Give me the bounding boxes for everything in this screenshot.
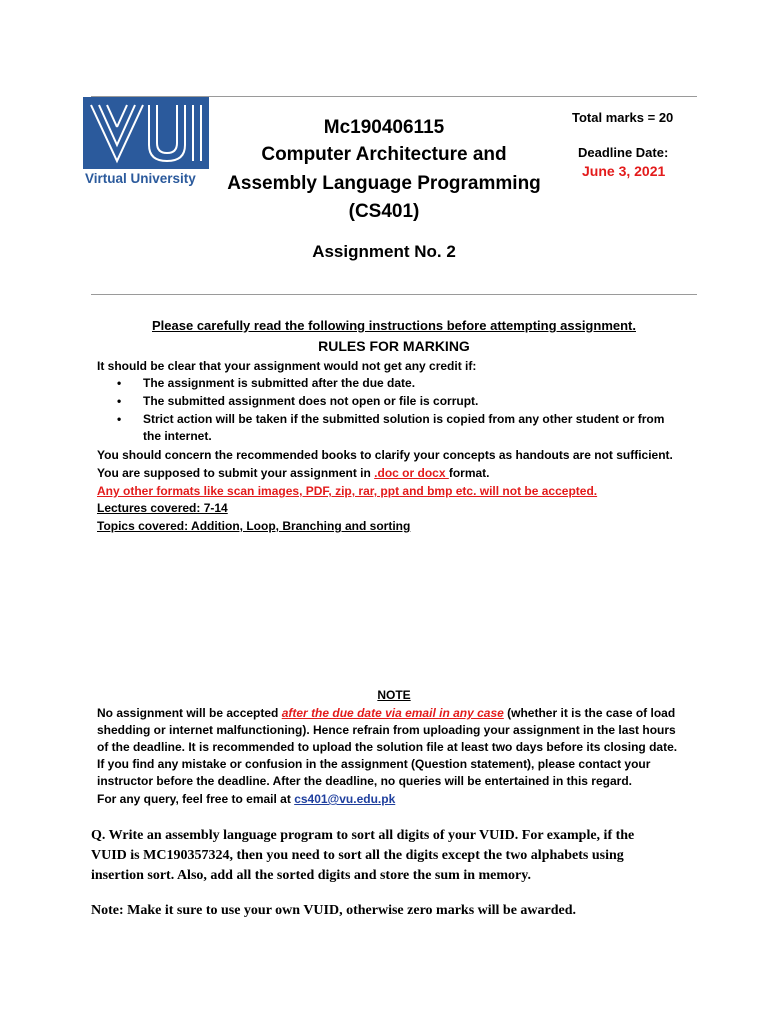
books-line: You should concern the recommended books to clarify your concepts as handouts are not sufficient. (97, 448, 673, 462)
bullet-mark: • (117, 394, 122, 408)
note-line-1 (97, 705, 675, 722)
note-pre: No assignment will be accepted (97, 706, 282, 720)
lectures-covered: Lectures covered: 7-14 (97, 501, 228, 515)
deadline-label: Deadline Date: (578, 145, 669, 160)
note-line-6 (97, 791, 395, 808)
rule-bullet-2: The submitted assignment does not open or file is corrupt. (143, 394, 479, 408)
note-highlight: after the due date via email in any case (281, 706, 504, 720)
total-marks: Total marks = 20 (572, 110, 674, 125)
topics-covered: Topics covered: Addition, Loop, Branching and sorting (97, 519, 411, 533)
note-line-5: instructor before the deadline. After the deadline, no queries will be entertained in this regard. (97, 774, 632, 788)
student-id: Mc190406115 (323, 117, 445, 138)
format-line (97, 465, 490, 482)
rules-heading: RULES FOR MARKING (318, 338, 470, 354)
course-title-line2: Assembly Language Programming (227, 173, 541, 194)
vu-logo-mark-icon (83, 97, 209, 169)
format-pre: You are supposed to submit your assignment in (97, 466, 375, 480)
email-link[interactable]: cs401@vu.edu.pk (294, 792, 396, 806)
question-line-1: Q. Write an assembly language program to sort all digits of your VUID. For example, if the (91, 828, 635, 843)
logo-text: Virtual University (85, 171, 196, 186)
note-post: (whether it is the case of load (503, 706, 676, 720)
course-code: (CS401) (348, 201, 420, 222)
instructions-heading: Please carefully read the following instructions before attempting assignment. (152, 318, 636, 333)
format-highlight: .doc or docx (374, 466, 449, 480)
note-line-3: of the deadline. It is recommended to upload the solution file at least two days before its closing date. (97, 740, 678, 754)
question-line-2: VUID is MC190357324, then you need to sort all the digits except the two alphabets using (91, 848, 624, 863)
format-post: format. (448, 466, 490, 480)
vu-logo (83, 97, 209, 191)
question-line-3: insertion sort. Also, add all the sorted digits and store the sum in memory. (91, 868, 531, 883)
rule-bullet-1: The assignment is submitted after the due date. (143, 376, 416, 390)
header-bottom-rule (91, 294, 697, 295)
question-note: Note: Make it sure to use your own VUID, otherwise zero marks will be awarded. (91, 903, 577, 918)
assignment-number: Assignment No. 2 (312, 242, 456, 261)
course-title-line1: Computer Architecture and (261, 144, 507, 165)
deadline-date: June 3, 2021 (582, 163, 666, 179)
bullet-mark: • (117, 412, 122, 426)
rule-bullet-3-cont: the internet. (143, 429, 212, 443)
note-query: For any query, feel free to email at (97, 792, 295, 806)
note-heading: NOTE (377, 688, 411, 702)
note-line-2: shedding or internet malfunctioning). Hence refrain from uploading your assignment in the last hours (97, 723, 676, 737)
rule-bullet-3: Strict action will be taken if the submitted solution is copied from any other student or from (143, 412, 665, 426)
rules-intro: It should be clear that your assignment would not get any credit if: (97, 359, 477, 373)
bullet-mark: • (117, 376, 122, 390)
other-formats-warning: Any other formats like scan images, PDF, zip, rar, ppt and bmp etc. will not be accepted. (97, 484, 598, 498)
note-line-4: If you find any mistake or confusion in the assignment (Question statement), please contact your (97, 757, 651, 771)
